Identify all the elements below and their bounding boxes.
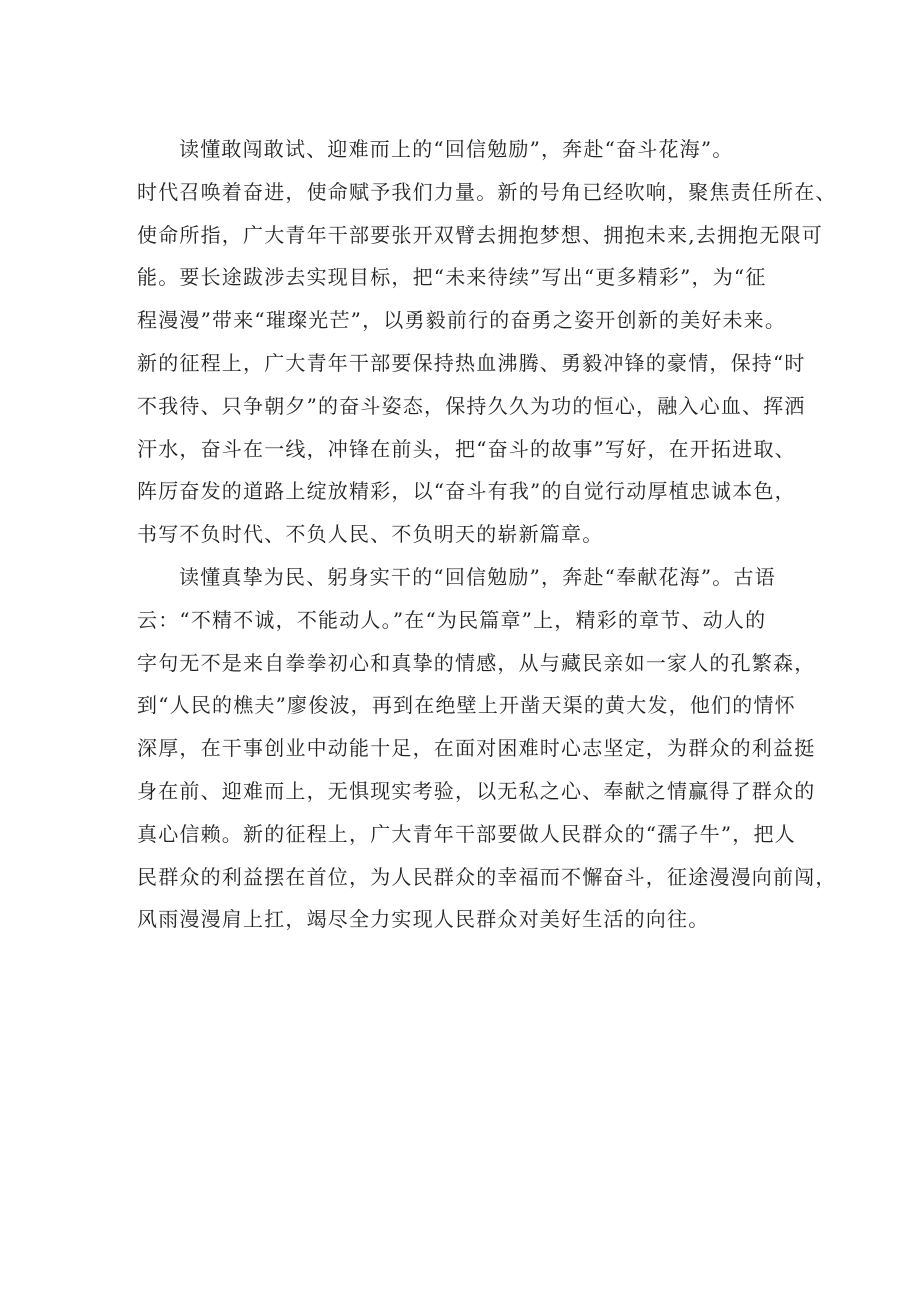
paragraph-line: 深厚，在干事创业中动能十足，在面对困难时心志坚定，为群众的利益挺 (137, 736, 816, 761)
paragraph-line: 使命所指，广大青年干部要张开双臂去拥抱梦想、拥抱未来,去拥抱无限可 (137, 222, 823, 247)
paragraph-line: 阵厉奋发的道路上绽放精彩，以“奋斗有我”的自觉行动厚植忠诚本色， (137, 479, 796, 504)
paragraph-line: 字句无不是来自拳拳初心和真挚的情感，从与藏民亲如一家人的孔繁森， (137, 650, 816, 675)
paragraph-1 (137, 128, 837, 556)
document-body (137, 128, 837, 941)
paragraph-line: 民群众的利益摆在首位，为人民群众的幸福而不懈奋斗，征途漫漫向前闯， (137, 864, 837, 889)
paragraph-line: 程漫漫”带来“璀璨光芒”，以勇毅前行的奋勇之姿开创新的美好未来。 (137, 308, 787, 333)
paragraph-line: 读懂敢闯敢试、迎难而上的“回信勉励”，奔赴“奋斗花海”。 (179, 137, 734, 161)
paragraph-line: 云：“不精不诚，不能动人。”在“为民篇章”上，精彩的章节、动人的 (137, 607, 767, 632)
paragraph-line: 身在前、迎难而上，无惧现实考验，以无私之心、奉献之情赢得了群众的 (137, 778, 816, 803)
paragraph-line: 真心信赖。新的征程上，广大青年干部要做人民群众的“孺子牛”，把人 (137, 821, 796, 846)
paragraph-line: 读懂真挚为民、躬身实干的“回信勉励”，奔赴“奉献花海”。古语 (179, 564, 776, 589)
paragraph-line: 汗水，奋斗在一线，冲锋在前头，把“奋斗的故事”写好，在开拓进取、 (137, 436, 796, 461)
paragraph-line: 书写不负时代、不负人民、不负明天的崭新篇章。 (137, 522, 604, 547)
paragraph-2 (137, 556, 837, 941)
paragraph-line: 风雨漫漫肩上扛，竭尽全力实现人民群众对美好生活的向往。 (137, 907, 710, 932)
paragraph-line: 不我待、只争朝夕”的奋斗姿态，保持久久为功的恒心，融入心血、挥洒 (137, 393, 806, 418)
paragraph-line: 能。要长途跋涉去实现目标，把“未来待续”写出“更多精彩”，为“征 (137, 265, 767, 290)
paragraph-line: 到“人民的樵夫”廖俊波，再到在绝壁上开凿天渠的黄大发，他们的情怀 (137, 693, 796, 718)
paragraph-line: 时代召唤着奋进，使命赋予我们力量。新的号角已经吹响，聚焦责任所在、 (137, 179, 837, 204)
paragraph-line: 新的征程上，广大青年干部要保持热血沸腾、勇毅冲锋的豪情，保持“时 (137, 350, 806, 375)
